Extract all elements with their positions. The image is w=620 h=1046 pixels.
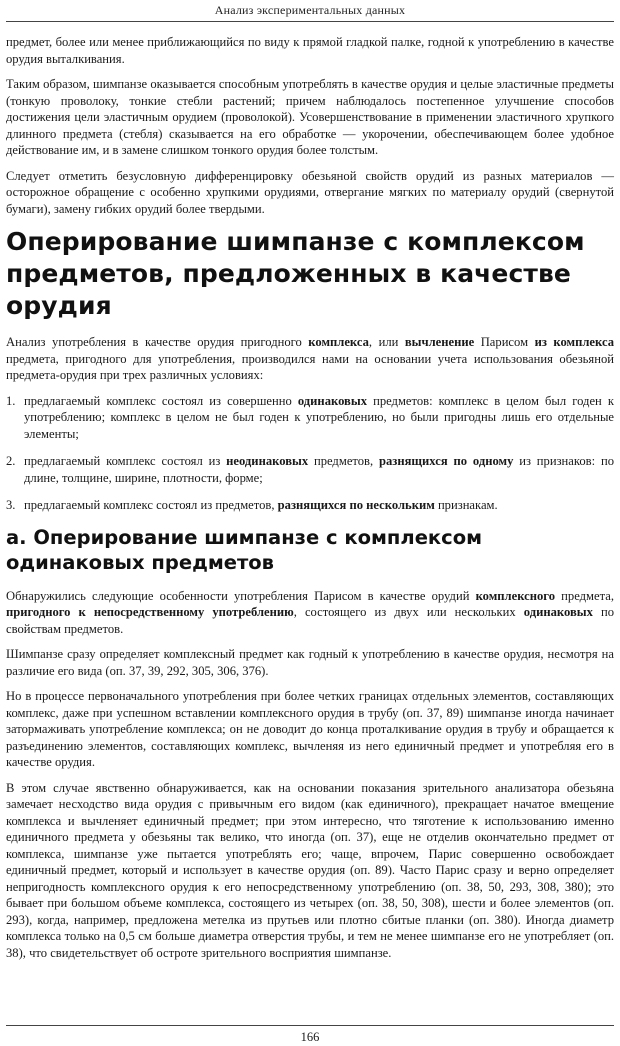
page-footer [0,1020,620,1046]
text-run: предлагаемый комплекс состоял из предметов, [24,498,278,512]
bold-term: комплексного [475,588,556,603]
text-run: предлагаемый комплекс состоял из [24,454,227,468]
footer-divider [6,1025,614,1026]
bold-term: комплекса [308,335,369,349]
text-run: Обнаружились следующие особенности употребления Парисом в качестве орудий [6,588,476,603]
paragraph: Следует отметить безусловную дифференцировку обезьяной свойств орудий из разных материалов — осторожное обращение с особенно хрупкими орудиями, отвергание мягких по материалу орудий (свернутой бумаги), замену гибких орудий более твердыми. [6,168,614,216]
page-number: 166 [300,1030,320,1044]
bold-term: пригодного к непосредственному употреблению [6,605,294,619]
text-run: предметов, [308,454,379,468]
condition-number: 1. [6,393,16,408]
header-title: Анализ экспериментальных данных [214,3,406,17]
bold-term: из комплекса [534,335,615,349]
text-run: , состоящего из двух или нескольких [293,605,524,619]
running-header [0,0,620,22]
section-heading: Оперирование шимпанзе с комплексом предметов, предложенных в качестве орудия [6,227,585,320]
condition-number: 3. [6,498,16,512]
bold-term: неодинаковых [226,454,309,468]
paragraph: В этом случае явственно обнаруживается, как на основании показания зрительного анализатора обезьяна замечает несходство вида орудия с привычным его видом (как единичного), прекращает начатое вмещение комплекса и вычленяет единичный предмет; при этом интересно, что тяготение к использованию именно единичного предмета у обезьяны так велико, что иногда (оп. 37), еще не отделив окончательно предмет от комплекса, шимпанзе уже пытается употреблять его; чаще, впрочем, Парис совершенно освобождает единичный предмет, который и использует в качестве орудия (оп. 89). Часто Парис сразу и верно определяет непригодность комплексного орудия к его непосредственному употреблению (оп. 38, 50, 293, 308, 380); это бывает при большом объеме комплекса, состоящего из четырех (оп. 38, 50, 308), шести и более элементов (оп. 293), когда, например, предложена метелка из прутьев или плотно сбитые планки (оп. 380). Иногда диаметр комплекса только на 0,5 см больше диаметра отверстия трубы, и тем не менее шимпанзе его не употребляет (оп. 38), что свидетельствует об остроте зрительного восприятия шимпанзе. [6,780,614,960]
text-run: из признаков: по длине, толщине, ширине, плотности, форме; [24,454,614,485]
paragraph: предмет, более или менее приближающийся по виду к прямой гладкой палке, годной к употреблению в качестве орудия выталкивания. [6,35,614,66]
bold-term: разнящихся по одному [378,454,514,468]
intro-paragraph [6,334,614,384]
text-run: , или [368,335,405,349]
text-run: предлагаемый комплекс состоял из совершенно [24,393,298,408]
paragraph: Но в процессе первоначального употребления при более четких границах отдельных элементов, составляющих комплекс, даже при успешном вставлении комплексного орудия в трубу (оп. 37, 89) шимпанзе иногда начинает затормаживать употребление комплекса; он не доводит до конца проталкивание орудия в трубу и обращается к разъединению элементов, составляющих комплекс, вычленяя из него единичный предмет и употребляя его в качестве орудия. [6,689,614,769]
condition-item-1 [6,393,614,443]
paragraph: Таким образом, шимпанзе оказывается способным употреблять в качестве орудия и целые эластичные предметы (тонкую проволоку, тонкие стебли растений; причем наблюдалось постепенное улучшение способов достижения цели эластичным орудием (проволокой). Усовершенствование в применении эластичного хрупкого длинного предмета (стебля) сказывается на его обработке — укорочении, обеспечивающем более удобное действование им, и в замене слишком тонкого орудия более толстым. [6,77,614,157]
page-content [6,34,614,970]
paragraph [6,588,614,638]
condition-item-2 [6,453,614,486]
text-run: предметов: комплекс в целом был годен к употреблению; комплекс в целом не был годен к употреблению, но были пригодны лишь его отдельные элементы; [24,393,614,441]
condition-item-3 [6,497,614,514]
text-run: по свойствам предметов. [6,605,614,636]
text-run: Анализ употребления в качестве орудия пригодного [6,335,309,349]
bold-term: вычленение [404,335,475,349]
condition-number: 2. [6,454,16,468]
paragraph: Шимпанзе сразу определяет комплексный предмет как годный к употреблению в качестве орудия, несмотря на различие его вида (оп. 37, 39, 292, 305, 306, 376). [6,647,614,678]
text-run: Парисом [474,335,535,349]
bold-term: одинаковых [523,605,593,619]
bold-term: разнящихся по нескольким [277,498,435,512]
text-run: предмета, [555,588,614,603]
bold-term: одинаковых [297,393,367,408]
text-run: признакам. [434,498,498,512]
text-run: предмета, пригодного для употребления, производился нами на основании учета использования обезьяной предмета-орудия при трех различных условиях: [6,351,614,382]
header-divider [6,21,614,22]
subsection-heading: а. Оперирование шимпанзе с комплексом одинаковых предметов [6,525,483,574]
